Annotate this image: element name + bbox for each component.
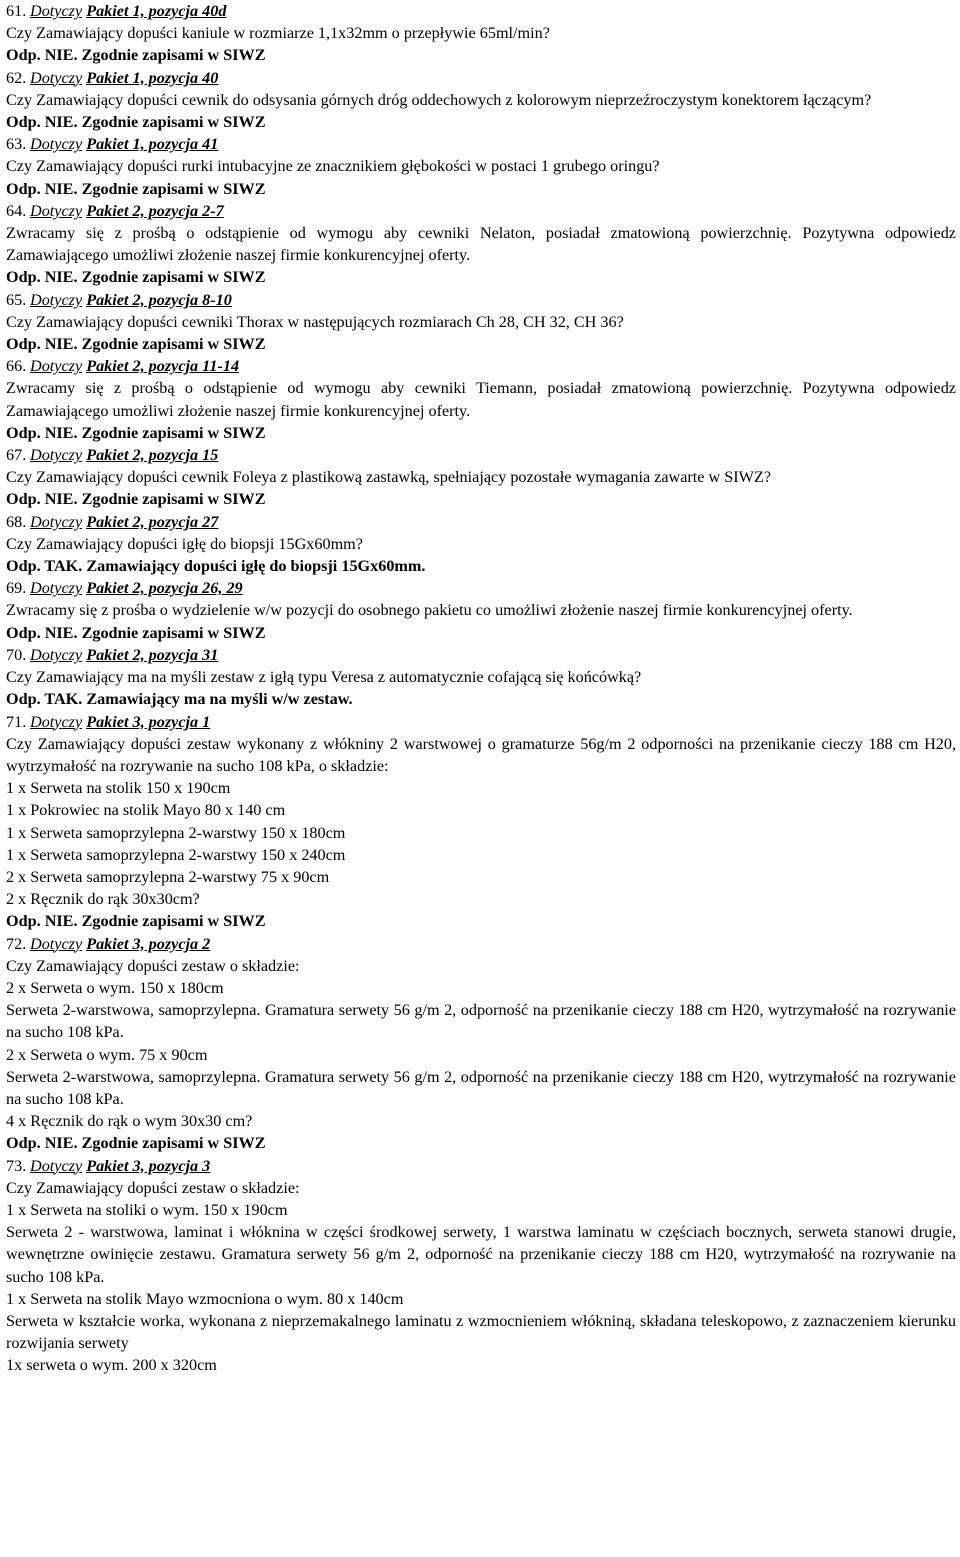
question-text: Czy Zamawiający dopuści rurki intubacyjne ze znacznikiem głębokości w postaci 1 grubego oringu?: [6, 157, 660, 176]
reference-package: Pakiet 2, pozycja 31: [86, 645, 219, 664]
answer-text: Odp. TAK. Zamawiający ma na myśli w/w zestaw.: [6, 690, 353, 709]
question-number: 67.: [6, 446, 27, 465]
reference-package: Pakiet 2, pozycja 26, 29: [86, 579, 243, 598]
reference-package: Pakiet 2, pozycja 8-10: [86, 290, 232, 309]
question-item: [6, 933, 956, 1155]
question-text: 2 x Serweta samoprzylepna 2-warstwy 75 x 90cm: [6, 867, 330, 886]
answer-text: Odp. NIE. Zgodnie zapisami w SIWZ: [6, 490, 266, 509]
question-number: 61.: [6, 2, 27, 20]
question-heading: [6, 511, 956, 533]
question-text: 1 x Serweta na stolik Mayo wzmocniona o wym. 80 x 140cm: [6, 1289, 404, 1308]
reference-package: Pakiet 2, pozycja 27: [86, 512, 219, 531]
question-item: [6, 1155, 956, 1377]
question-heading: [6, 577, 956, 599]
reference-prefix: Dotyczy: [30, 934, 83, 953]
question-number: 64.: [6, 201, 27, 220]
question-item: [6, 355, 956, 444]
question-item: [6, 711, 956, 933]
reference-package: Pakiet 1, pozycja 40: [86, 68, 219, 87]
question-item: [6, 644, 956, 711]
question-text: Czy Zamawiający dopuści zestaw o składzie:: [6, 956, 300, 975]
reference-prefix: Dotyczy: [30, 512, 83, 531]
question-heading: [6, 355, 956, 377]
question-number: 63.: [6, 135, 27, 154]
question-item: [6, 511, 956, 578]
question-number: 72.: [6, 934, 27, 953]
answer-text: Odp. TAK. Zamawiający dopuści igłę do biopsji 15Gx60mm.: [6, 557, 426, 576]
question-text: 2 x Serweta o wym. 75 x 90cm: [6, 1045, 208, 1064]
question-number: 70.: [6, 645, 27, 664]
question-number: 62.: [6, 68, 27, 87]
question-item: [6, 289, 956, 356]
question-text: Czy Zamawiający dopuści cewnik Foleya z plastikową zastawką, spełniający pozostałe wymagania zawarte w SIWZ?: [6, 468, 772, 487]
question-item: [6, 133, 956, 200]
reference-prefix: Dotyczy: [30, 68, 83, 87]
question-text: Czy Zamawiający dopuści igłę do biopsji 15Gx60mm?: [6, 534, 363, 553]
question-text: Czy Zamawiający dopuści zestaw o składzie:: [6, 1178, 300, 1197]
reference-prefix: Dotyczy: [30, 579, 83, 598]
question-heading: [6, 200, 956, 222]
reference-prefix: Dotyczy: [30, 645, 83, 664]
reference-package: Pakiet 3, pozycja 1: [86, 712, 211, 731]
question-number: 68.: [6, 512, 27, 531]
question-text: 1 x Pokrowiec na stolik Mayo 80 x 140 cm: [6, 801, 286, 820]
question-heading: [6, 67, 956, 89]
answer-text: Odp. NIE. Zgodnie zapisami w SIWZ: [6, 623, 266, 642]
question-item: [6, 444, 956, 511]
answer-text: Odp. NIE. Zgodnie zapisami w SIWZ: [6, 335, 266, 354]
question-number: 73.: [6, 1156, 27, 1175]
question-heading: [6, 0, 956, 22]
question-heading: [6, 289, 956, 311]
reference-package: Pakiet 2, pozycja 15: [86, 446, 219, 465]
question-text: Czy Zamawiający ma na myśli zestaw z igłą typu Veresa z automatycznie cofającą się końcówką?: [6, 668, 642, 687]
question-text: 2 x Serweta o wym. 150 x 180cm: [6, 978, 224, 997]
answer-text: Odp. NIE. Zgodnie zapisami w SIWZ: [6, 179, 266, 198]
question-item: [6, 577, 956, 644]
reference-prefix: Dotyczy: [30, 2, 83, 20]
question-text: 1x serweta o wym. 200 x 320cm: [6, 1356, 217, 1375]
reference-package: Pakiet 2, pozycja 2-7: [86, 201, 224, 220]
question-item: [6, 200, 956, 289]
answer-text: Odp. NIE. Zgodnie zapisami w SIWZ: [6, 1134, 266, 1153]
reference-package: Pakiet 3, pozycja 2: [86, 934, 211, 953]
answer-text: Odp. NIE. Zgodnie zapisami w SIWZ: [6, 268, 266, 287]
question-text: Serweta 2-warstwowa, samoprzylepna. Gramatura serwety 56 g/m 2, odporność na przenikanie cieczy 188 cm H20, wytrzymałość na rozrywanie na sucho 108 kPa.: [6, 1001, 956, 1042]
question-number: 69.: [6, 579, 27, 598]
question-text: 1 x Serweta samoprzylepna 2-warstwy 150 x 240cm: [6, 845, 346, 864]
question-text: 1 x Serweta na stolik 150 x 190cm: [6, 779, 231, 798]
question-text: Czy Zamawiający dopuści kaniule w rozmiarze 1,1x32mm o przepływie 65ml/min?: [6, 24, 550, 43]
question-number: 65.: [6, 290, 27, 309]
question-text: 1 x Serweta samoprzylepna 2-warstwy 150 x 180cm: [6, 823, 346, 842]
answer-text: Odp. NIE. Zgodnie zapisami w SIWZ: [6, 46, 266, 65]
reference-prefix: Dotyczy: [30, 357, 83, 376]
reference-package: Pakiet 2, pozycja 11-14: [86, 357, 240, 376]
question-number: 66.: [6, 357, 27, 376]
question-text: Serweta w kształcie worka, wykonana z nieprzemakalnego laminatu z wzmocnieniem włókniną, składana teleskopowo, z zaznaczeniem kierunku rozwijania serwety: [6, 1311, 956, 1353]
question-text: Zwracamy się z prośba o wydzielenie w/w pozycji do osobnego pakietu co umożliwi złożenie naszej firmie konkurencyjnej oferty.: [6, 601, 853, 620]
question-number: 71.: [6, 712, 27, 731]
question-heading: [6, 444, 956, 466]
reference-package: Pakiet 1, pozycja 40d: [86, 2, 227, 20]
answer-text: Odp. NIE. Zgodnie zapisami w SIWZ: [6, 113, 266, 132]
question-text: 1 x Serweta na stoliki o wym. 150 x 190cm: [6, 1200, 288, 1219]
question-text: 4 x Ręcznik do rąk o wym 30x30 cm?: [6, 1112, 253, 1131]
question-text: Czy Zamawiający dopuści zestaw wykonany z włókniny 2 warstwowej o gramaturze 56g/m 2 odporności na przenikanie cieczy 188 cm H20, wytrzymałość na rozrywanie na sucho 108 kPa, o składzie:: [6, 734, 956, 775]
question-heading: [6, 644, 956, 666]
reference-prefix: Dotyczy: [30, 1156, 83, 1175]
question-item: [6, 67, 956, 134]
question-text: Czy Zamawiający dopuści cewnik do odsysania górnych dróg oddechowych z kolorowym nieprzeźroczystym konektorem łączącym?: [6, 90, 872, 109]
reference-prefix: Dotyczy: [30, 446, 83, 465]
reference-prefix: Dotyczy: [30, 135, 83, 154]
question-heading: [6, 933, 956, 955]
answer-text: Odp. NIE. Zgodnie zapisami w SIWZ: [6, 912, 266, 931]
question-text: Serweta 2-warstwowa, samoprzylepna. Gramatura serwety 56 g/m 2, odporność na przenikanie cieczy 188 cm H20, wytrzymałość na rozrywanie na sucho 108 kPa.: [6, 1067, 956, 1108]
question-text: Czy Zamawiający dopuści cewniki Thorax w następujących rozmiarach Ch 28, CH 32, CH 36?: [6, 312, 624, 331]
reference-prefix: Dotyczy: [30, 201, 83, 220]
question-heading: [6, 711, 956, 733]
question-heading: [6, 1155, 956, 1177]
question-text: 2 x Ręcznik do rąk 30x30cm?: [6, 890, 200, 909]
question-text: Serweta 2 - warstwowa, laminat i włóknina w części środkowej serwety, 1 warstwa laminatu w częściach bocznych, serweta stanowi drugie, wewnętrzne owinięcie zestawu. Gramatura serwety 56 g/m 2, odporność na przenikanie cieczy 188 cm H20, wytrzymałość na rozrywanie na sucho 108 kPa.: [6, 1223, 956, 1286]
question-item: [6, 0, 956, 67]
reference-prefix: Dotyczy: [30, 290, 83, 309]
reference-package: Pakiet 3, pozycja 3: [86, 1156, 211, 1175]
answer-text: Odp. NIE. Zgodnie zapisami w SIWZ: [6, 423, 266, 442]
question-heading: [6, 133, 956, 155]
question-text: Zwracamy się z prośbą o odstąpienie od wymogu aby cewniki Nelaton, posiadał zmatowioną powierzchnię. Pozytywna odpowiedz Zamawiającego umożliwi złożenie naszej firmie konkurencyjnej oferty.: [6, 224, 956, 265]
question-text: Zwracamy się z prośbą o odstąpienie od wymogu aby cewniki Tiemann, posiadał zmatowioną powierzchnię. Pozytywna odpowiedz Zamawiającego umożliwi złożenie naszej firmie konkurencyjnej oferty.: [6, 379, 956, 420]
reference-package: Pakiet 1, pozycja 41: [86, 135, 219, 154]
reference-prefix: Dotyczy: [30, 712, 83, 731]
